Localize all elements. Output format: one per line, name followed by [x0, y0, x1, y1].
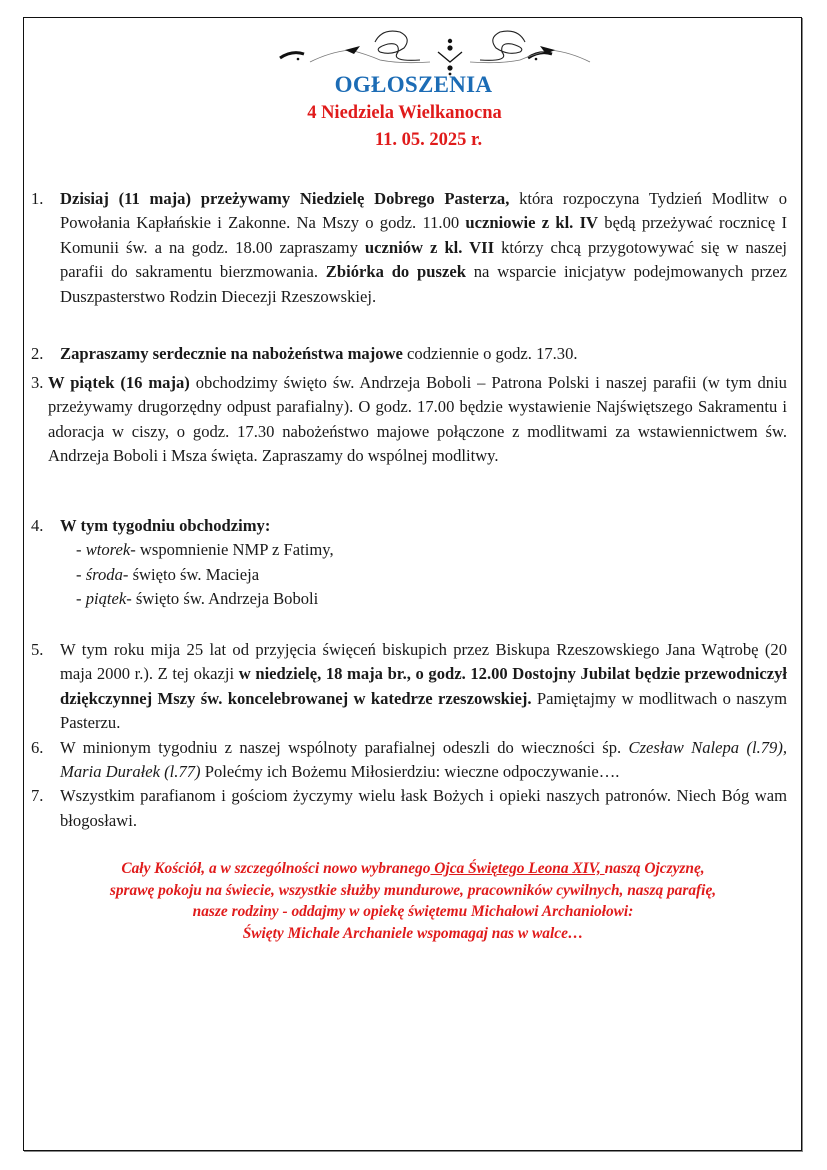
body-text: Polećmy ich Bożemu Miłosierdziu: wieczne odpoczywanie…. — [200, 762, 620, 782]
announcement-item-4 — [31, 514, 787, 612]
page-title: OGŁOSZENIA — [334, 72, 493, 97]
item-number: 6. — [31, 737, 44, 757]
item-number: 5. — [31, 640, 44, 659]
body-text: będą przeżywać rocznicę I Komunii św. a na godz. 18.00 zapraszamy — [60, 213, 788, 257]
prayer-to-st-michael — [30, 858, 796, 944]
liturgical-day: 4 Niedziela Wielkanocna — [307, 103, 502, 123]
announcement-text — [60, 516, 270, 535]
emphasis-text: w niedzielę, 18 maja br., o godz. 12.00 Dostojny Jubilat będzie przewodniczył dziękczynnej Mszy św. koncelebrowanej w katedrze rzeszowskiej. — [60, 664, 787, 708]
feast-item: - środa- święto św. Macieja — [76, 564, 260, 584]
pope-name: Ojca Świętego Leona XIV, — [430, 860, 605, 877]
flourish-divider-icon — [270, 28, 630, 76]
announcement-text — [48, 373, 787, 465]
emphasis-text: W tym tygodniu obchodzimy: — [60, 516, 271, 535]
announcement-item-7 — [31, 784, 787, 833]
feast-text: - święto św. Andrzeja Boboli — [126, 589, 319, 609]
body-text: Wszystkim parafianom i gościom życzymy wielu łask Bożych i opieki naszych patronów. Niech Bóg wam błogosławi. — [60, 786, 787, 830]
feast-item: - wtorek- wspomnienie NMP z Fatimy, — [76, 540, 334, 560]
announcement-list — [31, 187, 787, 309]
emphasis-text: Zbiórka do puszek — [325, 262, 466, 282]
feast-day: środa — [85, 564, 123, 584]
announcement-item-6 — [31, 736, 787, 785]
feast-item: - piątek- święto św. Andrzeja Boboli — [76, 589, 319, 609]
announcement-list-part — [31, 371, 787, 469]
announcement-text — [60, 344, 578, 363]
announcement-text — [60, 738, 787, 781]
announcement-text — [60, 640, 787, 732]
body-text: W minionym tygodniu z naszej wspólnoty parafialnej odeszli do wieczności śp. — [60, 737, 629, 757]
feast-day: wtorek — [85, 540, 131, 560]
announcement-item-2 — [31, 342, 787, 366]
feast-text: - wspomnienie NMP z Fatimy, — [130, 540, 334, 560]
emphasis-text: Zapraszamy serdecznie na nabożeństwa majowe — [60, 344, 403, 363]
announcement-item-3 — [31, 371, 787, 469]
item-number: 3. — [31, 373, 44, 392]
emphasis-text: uczniowie z kl. IV — [465, 213, 599, 233]
prayer-line: nasze rodziny - oddajmy w opiekę świętemu Michałowi Archaniołowi: — [192, 903, 634, 921]
item-number: 2. — [31, 344, 44, 363]
prayer-line — [30, 858, 796, 880]
announcement-item-1 — [31, 187, 787, 309]
body-text: obchodzimy święto św. Andrzeja Boboli – Patrona Polski i naszej parafii (w tym dniu przeżywamy drugorzędny odpust parafialny). O godz. 17.00 będzie wystawienie Najświętszego Sakramentu i adoracja w ciszy, o godz. 17.30 nabożeństwo majowe połączone z modlitwami za wstawiennictwem św. Andrzeja Boboli i Msza święta. Zapraszamy do wspólnej modlitwy. — [48, 373, 787, 466]
emphasis-text: W piątek (16 maja) — [48, 373, 190, 392]
feast-day: piątek — [85, 589, 127, 609]
body-text: którzy chcą przygotowywać się w naszej parafii do sakramentu bierzmowania. — [60, 237, 787, 282]
announcement-text — [60, 189, 787, 306]
item-number: 1. — [31, 189, 44, 208]
body-text: W tym roku mija 25 lat od przyjęcia święceń biskupich przez Biskupa Rzeszowskiego Jana Wątrobę (20 maja 2000 r.). Z tej okazji — [60, 640, 787, 684]
prayer-text: Cały Kościół, a w szczególności nowo wybranego — [121, 860, 431, 877]
body-text: Pamiętajmy w modlitwach o naszym Pasterzu. — [60, 688, 787, 733]
announcement-list-part — [31, 342, 787, 366]
feast-list — [60, 538, 787, 611]
item-number: 7. — [31, 786, 44, 806]
announcement-list-part — [31, 638, 787, 833]
body-text: na wsparcie inicjatyw podejmowanych przez Duszpasterstwo Rodzin Diecezji Rzeszowskiej. — [60, 262, 787, 306]
announcement-item-5 — [31, 638, 787, 736]
body-text: która rozpoczyna Tydzień Modlitw o Powołania Kapłańskie i Zakonne. Na Mszy o godz. 11.00 — [60, 189, 787, 233]
announcement-date: 11. 05. 2025 r. — [374, 130, 483, 150]
announcement-list-part — [31, 514, 787, 612]
prayer-line: sprawę pokoju na świecie, wszystkie służby mundurowe, pracowników cywilnych, naszą parafię, — [109, 881, 717, 899]
body-text: codziennie o godz. 17.30. — [402, 344, 578, 363]
emphasis-text: Dzisiaj (11 maja) przeżywamy Niedzielę Dobrego Pasterza, — [60, 189, 510, 208]
feast-text: - święto św. Macieja — [122, 564, 260, 584]
emphasis-text: uczniów z kl. VII — [364, 237, 495, 257]
item-number: 4. — [31, 516, 44, 535]
deceased-names: Czesław Nalepa (l.79), Maria Durałek (l.77) — [60, 737, 787, 782]
announcement-text — [60, 786, 787, 829]
prayer-line: Święty Michale Archaniele wspomagaj nas w walce… — [242, 924, 584, 942]
prayer-text: naszą Ojczyznę, — [604, 860, 705, 877]
